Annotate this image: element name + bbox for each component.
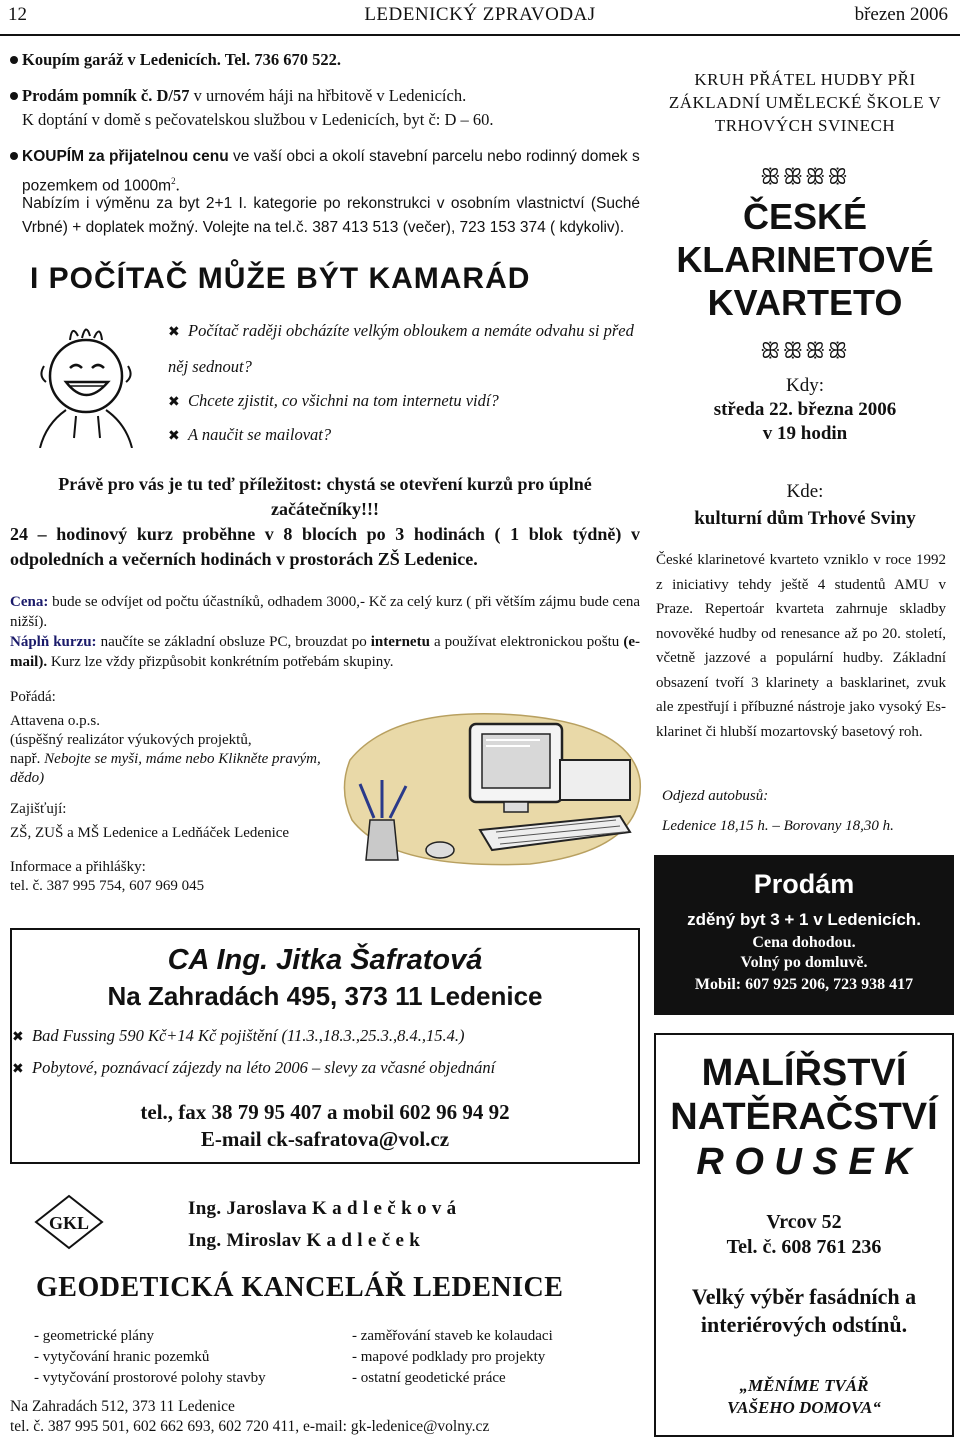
header-divider [0, 34, 960, 36]
agency-offer-1 [12, 1026, 638, 1046]
offer-text: Pobytové, poznávací zájezdy na léto 2006 – slevy za včasné objednání [32, 1058, 496, 1077]
registration-label: Informace a přihlášky: [10, 859, 146, 875]
sale-title: Prodám [753, 869, 855, 899]
issue-date: březen 2006 [854, 4, 948, 25]
when-label: Kdy: [786, 375, 824, 396]
newsletter-title: LEDENICKÝ ZPRAVODAJ [364, 4, 596, 25]
agency-name: CA Ing. Jitka Šafratová [167, 944, 483, 976]
bus-label: Odjezd autobusů: [662, 788, 769, 804]
cross-bullet-icon: ✖ [168, 429, 180, 444]
offer-text: Bad Fussing 590 Kč+14 Kč pojištění (11.3.,18.3.,25.3.,8.4.,15.4.) [32, 1026, 465, 1045]
ornament-icon: ꕥꕥꕥꕥ [760, 164, 850, 189]
classified-ad-garage [10, 48, 640, 72]
question-text: A naučit se mailovat? [188, 425, 332, 444]
ad-text: Koupím garáž v Ledenicích. Tel. 736 670 522. [22, 50, 342, 69]
surveyor-1: Ing. Jaroslava K a d l e č k o v á [188, 1198, 457, 1219]
superscript: 2 [171, 176, 176, 186]
painting-address: Vrcov 52 [766, 1211, 842, 1233]
course-question-3 [168, 418, 638, 454]
price-text: bude se odvíjet od počtu účastníků, odhadem 3000,- Kč za celý kurz ( při větším zájmu bude cena nižší). [10, 594, 640, 630]
flat-for-sale-ad [654, 855, 954, 1015]
geodetic-office-name: GEODETICKÁ KANCELÁŘ LEDENICE [36, 1272, 564, 1303]
surveyor-2: Ing. Miroslav K a d l e č e k [188, 1230, 421, 1251]
service-item: - geometrické plány [34, 1328, 154, 1344]
ad-text-line2: K doptání v domě s pečovatelskou službou v Ledenicích, byt č: D – 60. [22, 110, 494, 129]
ensemble-name-line3: KVARTETO [707, 282, 903, 323]
ad-text: v urnovém háji na hřbitově v Ledenicích. [189, 86, 467, 105]
price-label: Cena: [10, 594, 49, 610]
cross-bullet-icon: ✖ [12, 1030, 24, 1045]
organizer-block [10, 688, 330, 788]
computer-illustration [330, 700, 650, 870]
service-item: - mapové podklady pro projekty [352, 1349, 546, 1365]
smiley-face-icon [30, 320, 146, 448]
ad-lead: KOUPÍM za přijatelnou cenu [22, 148, 229, 165]
club-name: KRUH PŘÁTEL HUDBY PŘI ZÁKLADNÍ UMĚLECKÉ ŠKOLE V TRHOVÝCH SVINECH [668, 70, 942, 135]
registration-block [10, 858, 340, 896]
organizer-label: Pořádá: [10, 689, 56, 705]
organizer-note: (úspěšný realizátor výukových projektů, [10, 732, 252, 748]
bullet-icon [10, 92, 18, 100]
event-where [655, 478, 955, 532]
geodetic-contact: tel. č. 387 995 501, 602 662 693, 602 720 411, e-mail: gk-ledenice@volny.cz [10, 1418, 490, 1435]
bus-departures [662, 784, 952, 838]
services-left [34, 1326, 354, 1389]
course-announcement: Právě pro vás je tu teď příležitost: chystá se otevření kurzů pro úplné začátečníky!!! [58, 474, 592, 519]
painting-motto: „MĚNÍME TVÁŘ VAŠEHO DOMOVA“ [727, 1376, 881, 1417]
ensemble-name-line2: KLARINETOVÉ [676, 239, 934, 280]
email-word: (e-mail). [10, 634, 640, 670]
question-text: Počítač raději obcházíte velkým obloukem a nemáte odvahu si před něj sednout? [168, 321, 634, 376]
ornament-icon: ꕥꕥꕥꕥ [760, 338, 850, 363]
registration-phone: tel. č. 387 995 754, 607 969 045 [10, 878, 205, 894]
providers-block [10, 800, 340, 843]
service-item: - vytyčování hranic pozemků [34, 1349, 210, 1365]
organizer-note-projects: Nebojte se myši, máme nebo Klikněte pravým, dědo) [10, 751, 321, 786]
cross-bullet-icon: ✖ [12, 1062, 24, 1077]
course-question-2 [168, 384, 638, 420]
ad-text: ve vaší obci a okolí stavební parcelu nebo rodinný domek s pozemkem od 1000m [22, 148, 640, 195]
event-date: středa 22. března 2006 [713, 399, 897, 420]
course-schedule: 24 – hodinový kurz proběhne v 8 blocích po 3 hodinách ( 1 blok týdně) v odpoledních a večerních hodinách v prostorách ZŠ Ledenice. [10, 524, 640, 569]
painting-title-line1: MALÍŘSTVÍ [701, 1052, 907, 1094]
classified-ad-monument [10, 84, 640, 132]
event-when [655, 374, 955, 446]
cross-bullet-icon: ✖ [168, 395, 180, 410]
agency-address: Na Zahradách 495, 373 11 Ledenice [107, 981, 543, 1011]
service-item: - zaměřování staveb ke kolaudaci [352, 1328, 553, 1344]
ensemble-description: České klarinetové kvarteto vzniklo v roce 1992 z iniciativy tehdy ještě 4 studentů AMU v Praze. Repertoár kvarteta zahrnuje skladby novověké hudby od renesance až po 20. století, včetně jazzové a populární hudby. Základní obsazení tvoří 3 klarinety a basklarinet, zvuk ale zpestřují i příbuzné nástroje jako vysoký Es-klarinet či hlubší mozartovský basetový roh. [656, 552, 946, 740]
event-venue: kulturní dům Trhové Sviny [694, 508, 916, 529]
ensemble-name [655, 195, 955, 324]
course-heading: I POČÍTAČ MŮŽE BÝT KAMARÁD [30, 262, 531, 295]
ad-text-end: . [175, 175, 180, 195]
agency-offer-2 [12, 1058, 638, 1078]
sale-subtitle: zděný byt 3 + 1 v Ledenicích. [687, 910, 921, 929]
painting-business-ad [654, 1033, 954, 1437]
cross-bullet-icon: ✖ [168, 325, 180, 340]
event-time: v 19 hodin [762, 423, 848, 444]
geodetic-address: Na Zahradách 512, 373 11 Ledenice [10, 1398, 235, 1415]
ad-lead: Prodám pomník č. D/57 [22, 86, 190, 105]
providers-label: Zajišťují: [10, 801, 67, 817]
sale-price: Cena dohodou. [752, 934, 856, 951]
classified-ad-plot [10, 144, 640, 199]
gkl-logo-text: GKL [48, 1213, 90, 1233]
bullet-icon [10, 152, 18, 160]
internet-word: internetu [370, 634, 430, 650]
painting-title-line2: NATĚRAČSTVÍ [670, 1096, 938, 1138]
content-text: naučíte se základní obsluze PC, brouzdat po [96, 634, 371, 650]
sale-phone: Mobil: 607 925 206, 723 938 417 [694, 976, 914, 993]
bus-times: Ledenice 18,15 h. – Borovany 18,30 h. [662, 818, 894, 834]
painting-phone: Tel. č. 608 761 236 [726, 1236, 882, 1258]
organizer-note-prefix: např. [10, 751, 45, 767]
agency-email: E-mail ck-safratova@vol.cz [200, 1127, 450, 1151]
providers-text: ZŠ, ZUŠ a MŠ Ledenice a Ledňáček Ledenice [10, 825, 290, 841]
service-item: - ostatní geodetické práce [352, 1370, 506, 1386]
content-text-3: Kurz lze vždy přizpůsobit konkrétním potřebám skupiny. [47, 654, 394, 670]
course-details [10, 592, 640, 672]
classified-ad-exchange: Nabízím i výměnu za byt 2+1 I. kategorie po rekonstrukci v osobním vlastnictví (Suché Vrbné) + doplatek možný. Volejte na tel.č. 387 413 513 (večer), 723 153 374 ( kdykoliv). [22, 195, 640, 236]
content-text-2: a používat elektronickou poštu [429, 634, 624, 650]
painting-offer: Velký výběr fasádních a interiérových odstínů. [691, 1284, 917, 1337]
services-right [352, 1326, 642, 1389]
service-item: - vytyčování prostorové polohy stavby [34, 1370, 266, 1386]
where-label: Kde: [786, 481, 824, 502]
sale-availability: Volný po domluvě. [740, 954, 868, 971]
ensemble-name-line1: ČESKÉ [742, 196, 868, 237]
content-label: Náplň kurzu: [10, 634, 97, 650]
painting-owner: R O U S E K [696, 1141, 912, 1183]
travel-agency-ad [10, 928, 640, 1164]
course-question-1 [168, 314, 638, 384]
organizer-name: Attavena o.p.s. [10, 713, 100, 729]
bullet-icon [10, 56, 18, 64]
agency-phone: tel., fax 38 79 95 407 a mobil 602 96 94 92 [140, 1100, 510, 1124]
page-number: 12 [8, 4, 27, 25]
gkl-logo-icon [30, 1192, 108, 1252]
question-text: Chcete zjistit, co všichni na tom internetu vidí? [188, 391, 499, 410]
